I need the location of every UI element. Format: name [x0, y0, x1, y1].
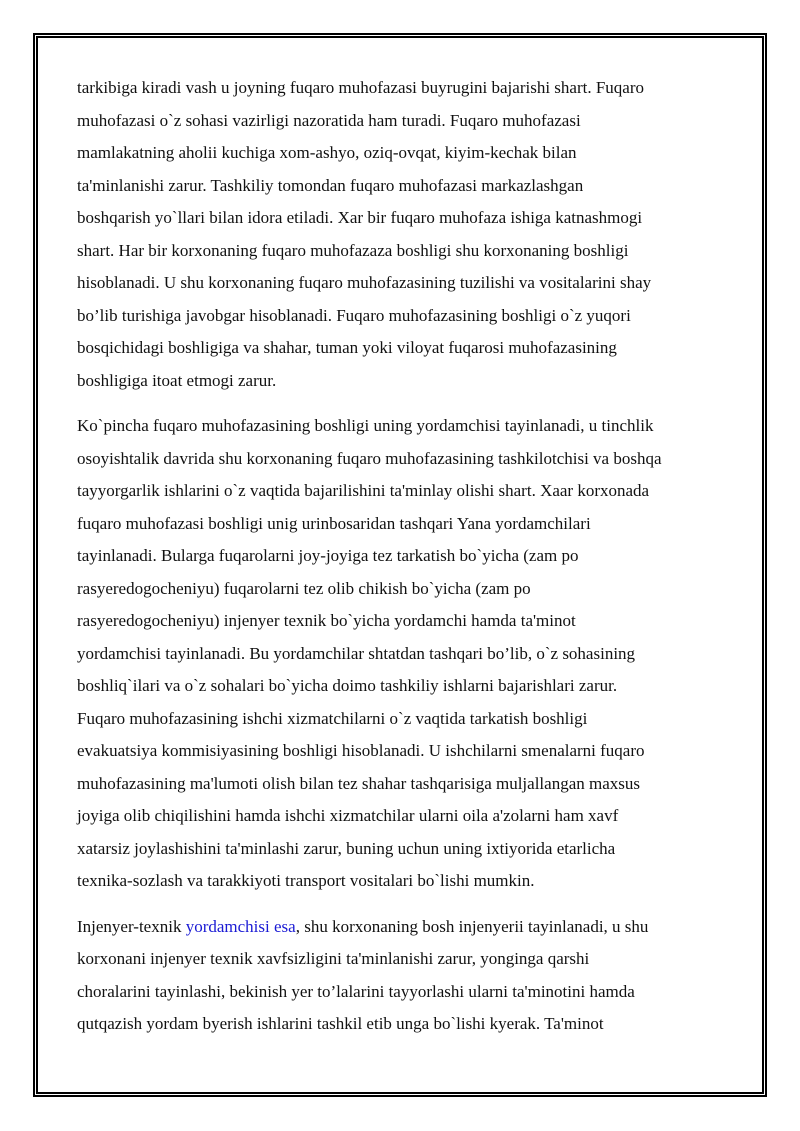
text-line: boshligiga itoat etmogi zarur. — [77, 370, 277, 390]
text-line: choralarini tayinlashi, bekinish yer to’lalarini tayyorlashi ularni ta'minotini hamda — [77, 981, 635, 1001]
text-line: bosqichidagi boshligiga va shahar, tuman yoki viloyat fuqarosi muhofazasining — [77, 338, 617, 357]
paragraph-2 — [77, 410, 723, 898]
text-line: mamlakatning aholii kuchiga xom-ashyo, oziq-ovqat, kiyim-kechak bilan — [77, 143, 577, 162]
text-line: xatarsiz joylashishini ta'minlashi zarur, buning uchun uning ixtiyorida etarlicha — [77, 838, 616, 858]
text-line: Fuqaro muhofazasining ishchi xizmatchilarni o`z vaqtida tarkatish boshligi — [77, 708, 588, 728]
text-line: hisoblanadi. U shu korxonaning fuqaro muhofazasining tuzilishi va vositalarini shay — [77, 273, 652, 292]
text-line: texnika-sozlash va tarakkiyoti transport vositalari bo`lishi mumkin. — [77, 871, 535, 890]
text-line: rasyeredogocheniyu) injenyer texnik bo`yicha yordamchi hamda ta'minot — [77, 611, 576, 630]
text-line: yordamchisi tayinlanadi. Bu yordamchilar shtatdan tashqari bo’lib, o`z sohasining — [77, 643, 636, 663]
text-line: rasyeredogocheniyu) fuqarolarni tez olib chikish bo`yicha (zam po — [77, 578, 531, 598]
text-line: boshqarish yo`llari bilan idora etiladi. Xar bir fuqaro muhofaza ishiga katnashmogi — [77, 208, 643, 227]
text-line — [77, 911, 723, 944]
paragraph-3 — [77, 911, 723, 1041]
text-line: tarkibiga kiradi vash u joyning fuqaro muhofazasi buyrugini bajarishi shart. Fuqaro — [77, 78, 645, 97]
text-line: tayinlanadi. Bularga fuqarolarni joy-joyiga tez tarkatish bo`yicha (zam po — [77, 546, 579, 565]
text-line: boshliq`ilari va o`z sohalari bo`yicha doimo tashkiliy ishlarni bajarishlari zarur. — [77, 676, 618, 695]
hyperlink[interactable]: yordamchisi esa — [185, 916, 296, 936]
text-line: ta'minlanishi zarur. Tashkiliy tomondan fuqaro muhofazasi markazlashgan — [77, 175, 584, 195]
text-line: tayyorgarlik ishlarini o`z vaqtida bajarilishini ta'minlay olishi shart. Xaar korxonada — [77, 481, 650, 500]
document-body — [77, 72, 723, 1054]
text-line: korxonani injenyer texnik xavfsizligini ta'minlanishi zarur, yonginga qarshi — [77, 949, 590, 968]
text-line: qutqazish yordam byerish ishlarini tashkil etib unga bo`lishi kyerak. Ta'minot — [77, 1014, 604, 1033]
line-prefix: Injenyer-texnik — [77, 916, 186, 936]
text-line: joyiga olib chiqilishini hamda ishchi xizmatchilar ularni oila a'zolarni ham xavf — [77, 806, 619, 825]
text-line: fuqaro muhofazasi boshligi unig urinbosaridan tashqari Yana yordamchilari — [77, 513, 591, 533]
text-line: bo’lib turishiga javobgar hisoblanadi. Fuqaro muhofazasining boshligi o`z yuqori — [77, 305, 631, 325]
text-line: Ko`pincha fuqaro muhofazasining boshligi uning yordamchisi tayinlanadi, u tinchlik — [77, 416, 654, 435]
text-line: osoyishtalik davrida shu korxonaning fuqaro muhofazasining tashkilotchisi va boshqa — [77, 448, 662, 468]
text-line: shart. Har bir korxonaning fuqaro muhofazaza boshligi shu korxonaning boshligi — [77, 240, 629, 260]
text-line: muhofazasining ma'lumoti olish bilan tez shahar tashqarisiga muljallangan maxsus — [77, 773, 640, 793]
text-line: muhofazasi o`z sohasi vazirligi nazoratida ham turadi. Fuqaro muhofazasi — [77, 110, 581, 130]
line-suffix: , shu korxonaning bosh injenyerii tayinlanadi, u shu — [295, 916, 649, 936]
text-line: evakuatsiya kommisiyasining boshligi hisoblanadi. U ishchilarni smenalarni fuqaro — [77, 741, 645, 760]
paragraph-1 — [77, 72, 723, 397]
